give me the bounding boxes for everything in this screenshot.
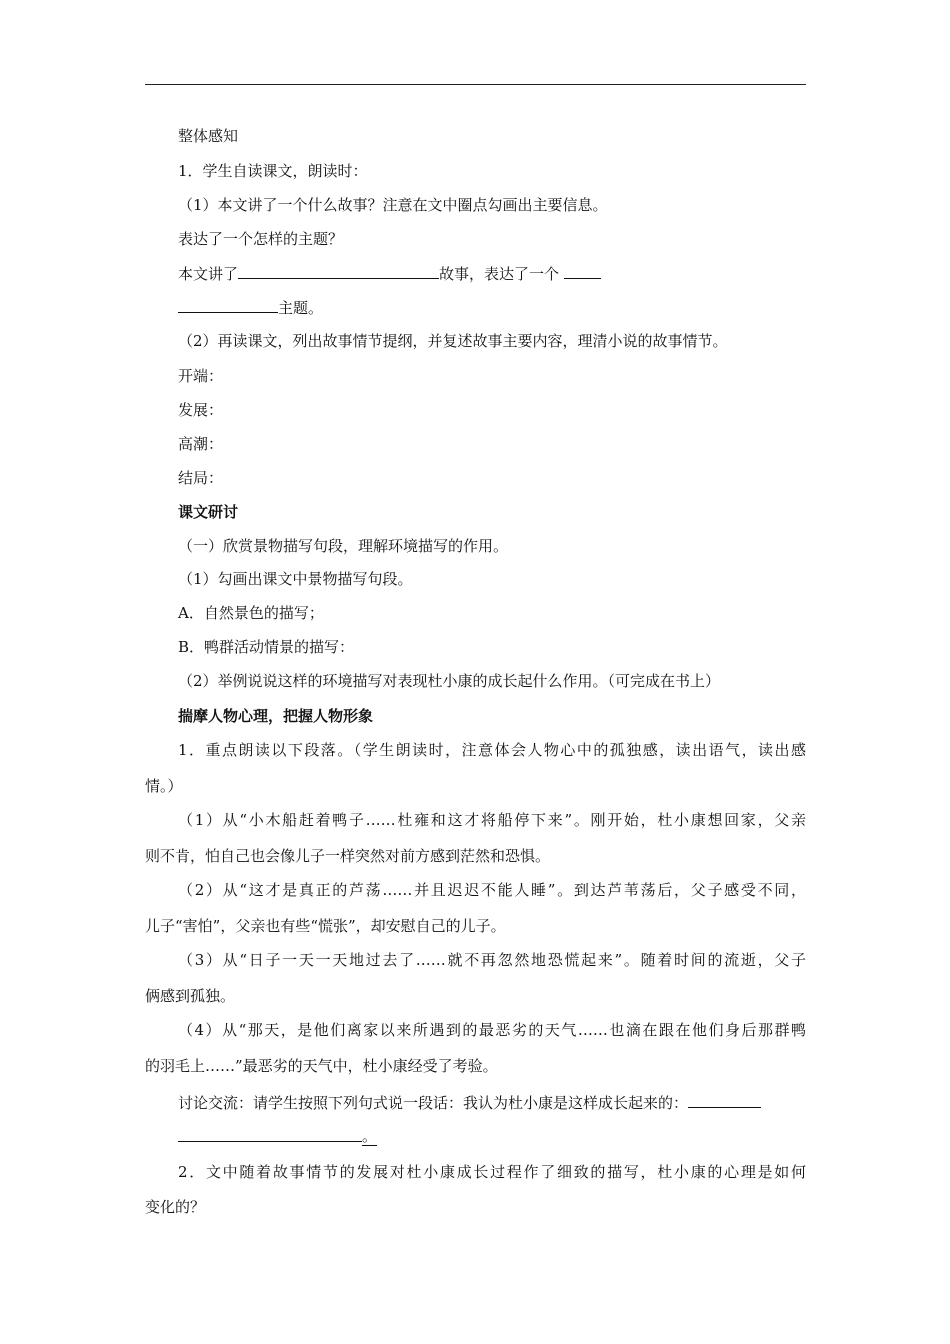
psych-item-2-line1: 2．文中随着故事情节的发展对杜小康成长过程作了细致的描写，杜小康的心理是如何 (178, 1163, 806, 1181)
psych-sub-2-line2: 儿子“害怕”，父亲也有些“慌张”，却安慰自己的儿子。 (145, 917, 506, 935)
section-heading-study: 课文研讨 (178, 503, 239, 521)
fill-text-c: 主题。 (278, 299, 324, 317)
psych-sub-4-line2: 的羽毛上……”最恶劣的天气中，杜小康经受了考验。 (145, 1057, 498, 1075)
question-1-2: （2）再读课文，列出故事情节提纲，并复述故事主要内容，理清小说的故事情节。 (178, 332, 728, 350)
study-option-b: B．鸭群活动情景的描写： (178, 638, 355, 656)
discussion-prompt: 讨论交流：请学生按照下列句式说一段话：我认为杜小康是这样成长起来的： (178, 1094, 689, 1112)
psych-item-1-line1: 1．重点朗读以下段落。（学生朗读时，注意体会人物心中的孤独感，读出语气，读出感 (178, 741, 806, 759)
psych-item-2-line2: 变化的？ (145, 1198, 206, 1216)
fill-text-a: 本文讲了 (178, 265, 239, 283)
discussion-line-2 (178, 1126, 377, 1146)
psych-sub-4-line1: （4）从“那天，是他们离家以来所遇到的最恶劣的天气……也滴在跟在他们身后那群鸭 (178, 1021, 806, 1039)
plot-climax: 高潮： (178, 435, 224, 453)
section-heading-overall: 整体感知 (178, 127, 239, 145)
question-1-1-theme: 表达了一个怎样的主题？ (178, 230, 344, 248)
psych-sub-2-line1: （2）从“这才是真正的芦荡……并且迟迟不能人睡”。到达芦苇荡后，父子感受不同， (178, 881, 806, 899)
header-rule (145, 84, 806, 85)
discussion-end: 。 (362, 1127, 378, 1145)
plot-ending: 结局： (178, 469, 224, 487)
study-option-a: A．自然景色的描写； (178, 604, 324, 622)
study-item-1-2: （2）举例说说这样的环境描写对表现杜小康的成长起什么作用。（可完成在书上） (178, 672, 721, 690)
answer-blank-discussion[interactable] (688, 1092, 761, 1108)
study-item-1-1: （1）勾画出课文中景物描写句段。 (178, 570, 413, 588)
psych-item-1-line2: 情。） (145, 777, 183, 795)
fill-text-b: 故事，表达了一个 (439, 265, 560, 283)
answer-blank-theme[interactable] (178, 297, 278, 313)
question-1: 1．学生自读课文，朗读时： (178, 162, 368, 180)
study-item-1: （一）欣赏景物描写句段，理解环境描写的作用。 (178, 537, 509, 555)
plot-opening: 开端： (178, 367, 224, 385)
psych-sub-3-line1: （3）从“日子一天一天地过去了……就不再忽然地恐慌起来”。随着时间的流逝，父子 (178, 951, 806, 969)
answer-blank-discussion-2[interactable] (178, 1126, 362, 1141)
fill-line-theme (178, 297, 323, 318)
question-1-1: （1）本文讲了一个什么故事？注意在文中圈点勾画出主要信息。 (178, 196, 608, 214)
answer-blank-story[interactable] (238, 263, 439, 279)
plot-development: 发展： (178, 401, 224, 419)
psych-sub-1-line1: （1）从“小木船赶着鸭子……杜雍和这才将船停下来”。刚开始，杜小康想回家，父亲 (178, 811, 806, 829)
psych-sub-1-line2: 则不肯，怕自己也会像儿子一样突然对前方感到茫然和恐惧。 (145, 847, 551, 865)
discussion-line (178, 1092, 761, 1113)
fill-line-story (178, 263, 601, 284)
section-heading-psych: 揣摩人物心理，把握人物形象 (178, 707, 374, 725)
psych-sub-3-line2: 俩感到孤独。 (145, 987, 236, 1005)
answer-blank-theme-start[interactable] (564, 263, 601, 279)
